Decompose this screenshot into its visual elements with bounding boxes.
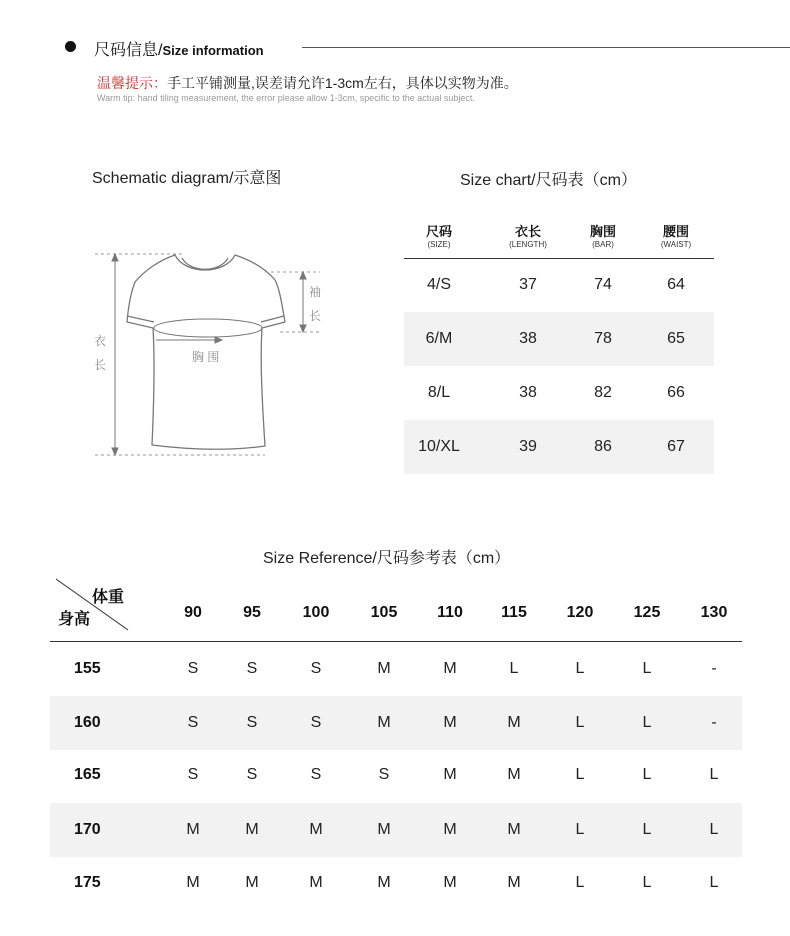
reference-title: Size Reference/尺码参考表（cm） bbox=[263, 550, 511, 567]
reference-row bbox=[50, 748, 742, 802]
size-cell: M bbox=[377, 874, 391, 891]
size-cell: M bbox=[309, 821, 323, 838]
size-chart-header-bust: 胸围 (BAR) bbox=[589, 224, 616, 249]
size-cell: M bbox=[443, 766, 457, 783]
size-cell: S bbox=[246, 714, 258, 731]
size-chart-cell: 64 bbox=[667, 276, 685, 293]
size-cell: L bbox=[575, 660, 585, 677]
size-cell: L bbox=[575, 766, 585, 783]
size-cell: L bbox=[642, 821, 652, 838]
size-cell: S bbox=[187, 714, 199, 731]
size-cell: M bbox=[443, 660, 457, 677]
size-cell: M bbox=[377, 714, 391, 731]
size-chart-header-length: 衣长 (LENGTH) bbox=[509, 224, 547, 249]
size-cell: L bbox=[642, 766, 652, 783]
size-cell: L bbox=[575, 821, 585, 838]
size-cell: L bbox=[709, 874, 719, 891]
size-chart-cell: 8/L bbox=[427, 384, 451, 401]
size-cell: M bbox=[186, 874, 200, 891]
size-cell: - bbox=[711, 714, 717, 731]
size-chart-cell: 65 bbox=[667, 330, 685, 347]
size-chart-cell: 10/XL bbox=[418, 438, 460, 455]
size-cell: M bbox=[507, 821, 521, 838]
corner-height-label: 身高 bbox=[58, 611, 91, 628]
height-cell: 175 bbox=[74, 874, 101, 891]
size-cell: L bbox=[709, 821, 719, 838]
size-chart-row bbox=[404, 420, 714, 474]
weight-header: 90 bbox=[184, 604, 202, 621]
height-cell: 155 bbox=[74, 660, 101, 677]
bust-label: 胸 围 bbox=[192, 350, 220, 364]
weight-header: 110 bbox=[437, 604, 463, 621]
size-chart-cell: 66 bbox=[667, 384, 685, 401]
size-chart-cell: 4/S bbox=[426, 276, 451, 293]
weight-header: 115 bbox=[501, 604, 527, 621]
size-chart-header-size: 尺码 (SIZE) bbox=[425, 224, 452, 249]
size-chart-cell: 38 bbox=[519, 384, 537, 401]
bullet-icon bbox=[65, 41, 76, 52]
reference-row bbox=[50, 642, 742, 696]
weight-header: 95 bbox=[243, 604, 261, 621]
header-divider bbox=[302, 47, 790, 48]
size-cell: L bbox=[575, 714, 585, 731]
size-cell: M bbox=[443, 821, 457, 838]
size-chart-cell: 82 bbox=[594, 384, 612, 401]
tip-line bbox=[97, 73, 518, 93]
size-cell: S bbox=[310, 660, 322, 677]
size-chart-cell: 86 bbox=[594, 438, 612, 455]
corner-weight-label: 体重 bbox=[92, 589, 125, 606]
sleeve-label-1: 袖 bbox=[309, 285, 322, 299]
size-cell: L bbox=[642, 714, 652, 731]
size-chart-cell: 78 bbox=[594, 330, 612, 347]
size-chart-row bbox=[404, 312, 714, 366]
reference-row bbox=[50, 696, 742, 750]
reference-row bbox=[50, 803, 742, 857]
size-chart-cell: 39 bbox=[519, 438, 537, 455]
size-cell: M bbox=[377, 660, 391, 677]
size-cell: S bbox=[246, 766, 258, 783]
size-cell: M bbox=[186, 821, 200, 838]
size-chart-row bbox=[404, 258, 714, 312]
size-cell: L bbox=[709, 766, 719, 783]
size-cell: M bbox=[245, 821, 259, 838]
height-cell: 165 bbox=[74, 766, 101, 783]
size-chart-cell: 6/M bbox=[425, 330, 453, 347]
sleeve-label-2: 长 bbox=[309, 309, 322, 323]
size-cell: L bbox=[509, 660, 519, 677]
schematic-title: Schematic diagram/示意图 bbox=[92, 170, 282, 187]
size-cell: L bbox=[642, 874, 652, 891]
tip-english: Warm tip: hand tiling measurement, the error please allow 1-3cm, specific to the actual subject. bbox=[97, 93, 475, 103]
size-cell: S bbox=[310, 714, 322, 731]
length-label-1: 衣 bbox=[94, 334, 107, 348]
size-chart-cell: 37 bbox=[519, 276, 537, 293]
section-title-en: Size information bbox=[162, 43, 264, 58]
size-chart-header-waist: 腰围 (WAIST) bbox=[660, 224, 692, 249]
size-cell: L bbox=[575, 874, 585, 891]
size-cell: S bbox=[246, 660, 258, 677]
tip-label: 温馨提示： bbox=[97, 75, 167, 91]
height-cell: 170 bbox=[74, 821, 101, 838]
size-chart-cell: 38 bbox=[519, 330, 537, 347]
size-cell: M bbox=[245, 874, 259, 891]
size-cell: S bbox=[378, 766, 390, 783]
size-cell: M bbox=[309, 874, 323, 891]
size-cell: S bbox=[187, 766, 199, 783]
size-cell: M bbox=[443, 874, 457, 891]
size-chart-title: Size chart/尺码表（cm） bbox=[460, 172, 637, 189]
size-cell: M bbox=[377, 821, 391, 838]
weight-header: 120 bbox=[566, 604, 594, 621]
size-cell: M bbox=[507, 714, 521, 731]
size-cell: M bbox=[507, 874, 521, 891]
size-chart-row bbox=[404, 366, 714, 420]
size-chart-cell: 67 bbox=[667, 438, 685, 455]
size-cell: L bbox=[642, 660, 652, 677]
section-title-cn: 尺码信息/ bbox=[94, 42, 163, 59]
tip-text: 手工平铺测量,误差请允许1-3cm左右，具体以实物为准。 bbox=[167, 75, 518, 91]
reference-row bbox=[50, 856, 742, 910]
weight-header: 130 bbox=[700, 604, 728, 621]
section-title bbox=[94, 37, 264, 60]
height-cell: 160 bbox=[74, 714, 101, 731]
length-label-2: 长 bbox=[94, 358, 107, 372]
size-cell: S bbox=[187, 660, 199, 677]
size-cell: M bbox=[443, 714, 457, 731]
size-cell: M bbox=[507, 766, 521, 783]
size-cell: S bbox=[310, 766, 322, 783]
size-chart-cell: 74 bbox=[594, 276, 612, 293]
weight-header: 100 bbox=[302, 604, 330, 621]
size-cell: - bbox=[711, 660, 717, 677]
weight-header: 105 bbox=[370, 604, 398, 621]
weight-header: 125 bbox=[633, 604, 661, 621]
